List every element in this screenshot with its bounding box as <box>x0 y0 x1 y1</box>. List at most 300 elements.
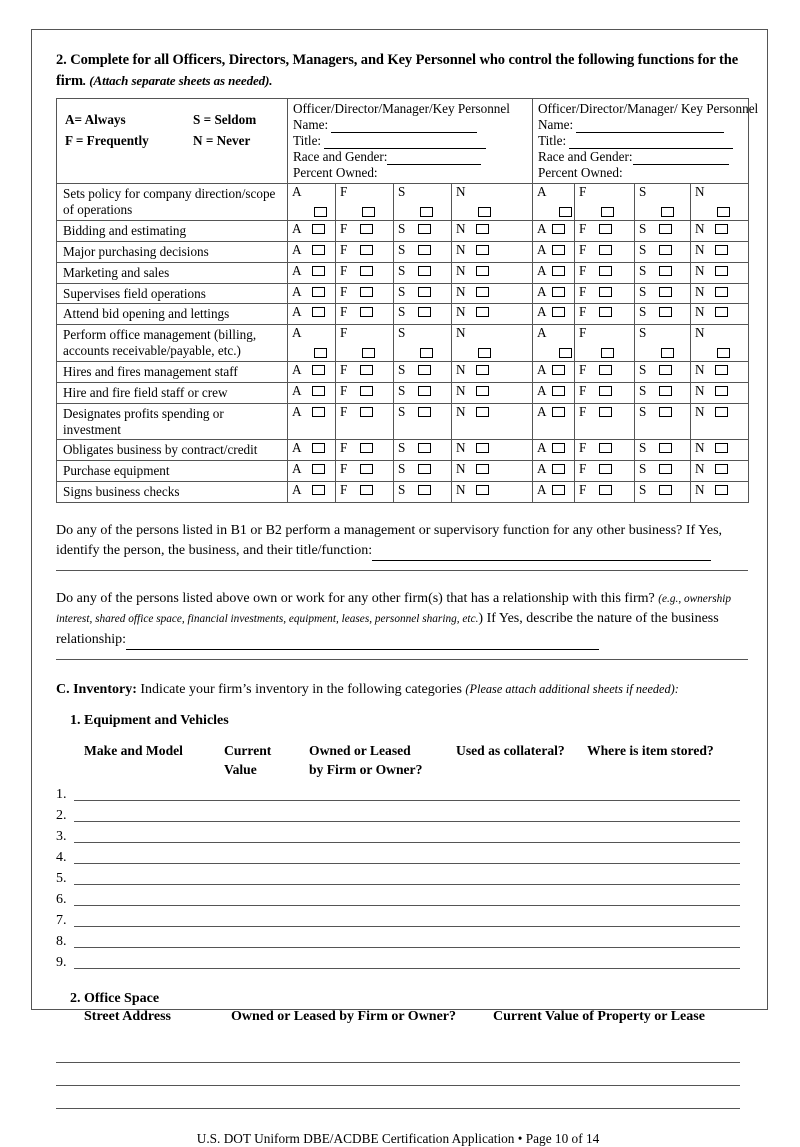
checkbox[interactable] <box>360 464 373 474</box>
option-letter: S <box>398 482 406 498</box>
option-cell-person2-F[interactable] <box>575 440 635 461</box>
option-cell-person1-A[interactable] <box>288 262 336 283</box>
option-cell-person1-N[interactable] <box>452 304 533 325</box>
checkbox[interactable] <box>312 224 325 234</box>
checkbox[interactable] <box>476 485 489 495</box>
checkbox[interactable] <box>362 348 375 358</box>
option-letter: S <box>398 184 406 200</box>
option-cell-person1-F[interactable] <box>336 325 394 362</box>
checkbox[interactable] <box>360 386 373 396</box>
option-cell-person2-N[interactable] <box>691 403 749 440</box>
question-2 <box>56 589 748 649</box>
checkbox[interactable] <box>659 485 672 495</box>
personnel-1-title-label: Title: <box>293 132 322 148</box>
option-cell-person1-S[interactable] <box>394 221 452 242</box>
inventory-heading <box>56 680 748 700</box>
option-cell-person1-N[interactable] <box>452 403 533 440</box>
list-item-line[interactable] <box>74 967 740 969</box>
option-cell-person2-F[interactable] <box>575 325 635 362</box>
option-letter: F <box>340 221 348 237</box>
office-entry-line[interactable] <box>56 1040 740 1063</box>
option-letter: A <box>292 283 302 299</box>
checkbox[interactable] <box>476 386 489 396</box>
checkbox[interactable] <box>478 207 491 217</box>
checkbox[interactable] <box>599 287 612 297</box>
option-cell-person1-S[interactable] <box>394 304 452 325</box>
checkbox[interactable] <box>420 348 433 358</box>
personnel-2-race-field[interactable] <box>633 151 729 165</box>
list-item-line[interactable] <box>74 862 740 864</box>
checkbox[interactable] <box>599 485 612 495</box>
option-cell-person2-S[interactable] <box>635 461 691 482</box>
list-item[interactable] <box>56 782 748 803</box>
checkbox[interactable] <box>418 464 431 474</box>
option-cell-person1-A[interactable] <box>288 461 336 482</box>
list-item-number: 2. <box>56 808 67 824</box>
question-2-answer-field[interactable] <box>126 637 599 650</box>
list-item-line[interactable] <box>74 799 740 801</box>
function-label: Signs business checks <box>57 482 288 503</box>
checkbox[interactable] <box>659 464 672 474</box>
checkbox[interactable] <box>360 485 373 495</box>
option-cell-person1-F[interactable] <box>336 382 394 403</box>
option-cell-person1-S[interactable] <box>394 461 452 482</box>
checkbox[interactable] <box>659 443 672 453</box>
option-letter: N <box>695 440 705 456</box>
option-letter: A <box>537 283 547 299</box>
option-cell-person2-N[interactable] <box>691 304 749 325</box>
option-cell-person1-S[interactable] <box>394 361 452 382</box>
option-cell-person2-F[interactable] <box>575 482 635 503</box>
checkbox[interactable] <box>659 365 672 375</box>
checkbox[interactable] <box>418 224 431 234</box>
option-letter: F <box>579 482 587 498</box>
list-item[interactable] <box>56 866 748 887</box>
option-cell-person2-N[interactable] <box>691 184 749 221</box>
option-letter: N <box>456 361 466 377</box>
option-cell-person1-N[interactable] <box>452 382 533 403</box>
option-cell-person1-A[interactable] <box>288 184 336 221</box>
option-cell-person1-N[interactable] <box>452 262 533 283</box>
option-letter: F <box>340 283 348 299</box>
checkbox[interactable] <box>552 245 565 255</box>
checkbox[interactable] <box>661 207 674 217</box>
option-cell-person2-F[interactable] <box>575 283 635 304</box>
option-cell-person2-S[interactable] <box>635 283 691 304</box>
option-letter: S <box>639 361 647 377</box>
list-item-line[interactable] <box>74 946 740 948</box>
checkbox[interactable] <box>599 266 612 276</box>
option-cell-person2-A[interactable] <box>533 184 575 221</box>
list-item[interactable] <box>56 845 748 866</box>
option-cell-person1-N[interactable] <box>452 241 533 262</box>
option-letter: N <box>456 262 466 278</box>
office-entry-line[interactable] <box>56 1086 740 1109</box>
section-heading <box>56 50 748 91</box>
list-item[interactable] <box>56 824 748 845</box>
option-letter: A <box>537 440 547 456</box>
checkbox[interactable] <box>476 245 489 255</box>
option-cell-person2-N[interactable] <box>691 440 749 461</box>
option-cell-person1-A[interactable] <box>288 403 336 440</box>
checkbox[interactable] <box>715 464 728 474</box>
checkbox[interactable] <box>476 266 489 276</box>
option-cell-person1-A[interactable] <box>288 325 336 362</box>
list-item-line[interactable] <box>74 883 740 885</box>
option-cell-person1-N[interactable] <box>452 221 533 242</box>
option-cell-person1-N[interactable] <box>452 461 533 482</box>
table-row <box>57 403 749 440</box>
option-cell-person1-N[interactable] <box>452 184 533 221</box>
checkbox[interactable] <box>552 386 565 396</box>
option-letter: A <box>537 304 547 320</box>
checkbox[interactable] <box>552 443 565 453</box>
checkbox[interactable] <box>360 266 373 276</box>
option-letter: A <box>292 461 302 477</box>
option-cell-person1-F[interactable] <box>336 403 394 440</box>
checkbox[interactable] <box>715 443 728 453</box>
checkbox[interactable] <box>659 407 672 417</box>
checkbox[interactable] <box>314 348 327 358</box>
checkbox[interactable] <box>659 307 672 317</box>
checkbox[interactable] <box>418 287 431 297</box>
checkbox[interactable] <box>717 348 730 358</box>
checkbox[interactable] <box>552 287 565 297</box>
option-cell-person2-S[interactable] <box>635 482 691 503</box>
question-1-answer-line-2[interactable] <box>56 569 748 571</box>
option-letter: F <box>340 403 348 419</box>
option-cell-person1-F[interactable] <box>336 184 394 221</box>
table-row <box>57 262 749 283</box>
option-letter: S <box>398 325 406 341</box>
checkbox[interactable] <box>715 266 728 276</box>
checkbox[interactable] <box>312 245 325 255</box>
table-row <box>57 482 749 503</box>
option-letter: S <box>639 440 647 456</box>
checkbox[interactable] <box>360 365 373 375</box>
checkbox[interactable] <box>661 348 674 358</box>
personnel-2-name-field[interactable] <box>576 119 724 133</box>
option-cell-person1-F[interactable] <box>336 262 394 283</box>
option-cell-person1-A[interactable] <box>288 221 336 242</box>
checkbox[interactable] <box>478 348 491 358</box>
option-cell-person1-N[interactable] <box>452 482 533 503</box>
option-letter: F <box>579 361 587 377</box>
checkbox[interactable] <box>715 307 728 317</box>
option-cell-person2-S[interactable] <box>635 304 691 325</box>
option-cell-person1-F[interactable] <box>336 221 394 242</box>
checkbox[interactable] <box>476 407 489 417</box>
checkbox[interactable] <box>312 407 325 417</box>
option-letter: F <box>579 304 587 320</box>
option-cell-person2-N[interactable] <box>691 461 749 482</box>
option-cell-person1-S[interactable] <box>394 184 452 221</box>
checkbox[interactable] <box>418 485 431 495</box>
option-cell-person1-F[interactable] <box>336 241 394 262</box>
option-letter: S <box>398 461 406 477</box>
question-1-answer-field[interactable] <box>372 548 711 561</box>
checkbox[interactable] <box>715 224 728 234</box>
option-cell-person2-F[interactable] <box>575 382 635 403</box>
checkbox[interactable] <box>312 287 325 297</box>
checkbox[interactable] <box>360 245 373 255</box>
option-cell-person2-F[interactable] <box>575 461 635 482</box>
section-heading-note: . (Attach separate sheets as needed). <box>82 72 273 88</box>
option-cell-person1-S[interactable] <box>394 440 452 461</box>
checkbox[interactable] <box>715 245 728 255</box>
option-letter: F <box>340 361 348 377</box>
checkbox[interactable] <box>312 464 325 474</box>
checkbox[interactable] <box>715 287 728 297</box>
checkbox[interactable] <box>659 245 672 255</box>
option-cell-person1-F[interactable] <box>336 461 394 482</box>
table-row <box>57 325 749 362</box>
checkbox[interactable] <box>559 207 572 217</box>
option-letter: A <box>292 304 302 320</box>
function-label: Bidding and estimating <box>57 221 288 242</box>
checkbox[interactable] <box>599 307 612 317</box>
list-item-line[interactable] <box>74 820 740 822</box>
option-letter: S <box>639 241 647 257</box>
checkbox[interactable] <box>717 207 730 217</box>
option-letter: N <box>456 241 466 257</box>
option-cell-person1-S[interactable] <box>394 262 452 283</box>
option-letter: F <box>579 241 587 257</box>
option-letter: S <box>639 325 647 341</box>
checkbox[interactable] <box>659 266 672 276</box>
list-item[interactable] <box>56 929 748 950</box>
option-cell-person2-A[interactable] <box>533 221 575 242</box>
checkbox[interactable] <box>552 266 565 276</box>
option-cell-person2-A[interactable] <box>533 361 575 382</box>
checkbox[interactable] <box>599 443 612 453</box>
checkbox[interactable] <box>420 207 433 217</box>
checkbox[interactable] <box>360 224 373 234</box>
option-cell-person2-S[interactable] <box>635 361 691 382</box>
checkbox[interactable] <box>552 307 565 317</box>
checkbox[interactable] <box>552 407 565 417</box>
option-cell-person2-N[interactable] <box>691 325 749 362</box>
option-cell-person2-N[interactable] <box>691 241 749 262</box>
list-item-line[interactable] <box>74 925 740 927</box>
checkbox[interactable] <box>360 443 373 453</box>
checkbox[interactable] <box>715 485 728 495</box>
personnel-1-race-field[interactable] <box>387 151 481 165</box>
option-cell-person1-S[interactable] <box>394 241 452 262</box>
checkbox[interactable] <box>552 365 565 375</box>
option-cell-person2-N[interactable] <box>691 262 749 283</box>
list-item[interactable] <box>56 908 748 929</box>
option-letter: N <box>456 403 466 419</box>
option-cell-person2-S[interactable] <box>635 221 691 242</box>
checkbox[interactable] <box>552 224 565 234</box>
option-cell-person2-S[interactable] <box>635 382 691 403</box>
option-cell-person2-N[interactable] <box>691 482 749 503</box>
option-cell-person2-F[interactable] <box>575 304 635 325</box>
checkbox[interactable] <box>601 348 614 358</box>
list-item-number: 1. <box>56 787 67 803</box>
list-item-number: 7. <box>56 913 67 929</box>
checkbox[interactable] <box>552 485 565 495</box>
question-2-answer-line-2[interactable] <box>56 658 748 660</box>
checkbox[interactable] <box>476 287 489 297</box>
option-cell-person1-A[interactable] <box>288 283 336 304</box>
personnel-2-title-field[interactable] <box>569 135 733 149</box>
checkbox[interactable] <box>476 224 489 234</box>
option-cell-person2-A[interactable] <box>533 262 575 283</box>
list-item-line[interactable] <box>74 841 740 843</box>
option-cell-person2-A[interactable] <box>533 283 575 304</box>
option-cell-person2-S[interactable] <box>635 325 691 362</box>
checkbox[interactable] <box>715 386 728 396</box>
option-letter: S <box>398 403 406 419</box>
checkbox[interactable] <box>418 266 431 276</box>
checkbox[interactable] <box>312 365 325 375</box>
option-cell-person2-A[interactable] <box>533 382 575 403</box>
personnel-1-title-field[interactable] <box>324 135 486 149</box>
personnel-1-title: Officer/Director/Manager/Key Personnel <box>293 101 510 117</box>
option-cell-person2-F[interactable] <box>575 241 635 262</box>
table-row <box>57 221 749 242</box>
option-letter: F <box>579 382 587 398</box>
checkbox[interactable] <box>312 266 325 276</box>
option-letter: A <box>292 382 302 398</box>
list-item[interactable] <box>56 803 748 824</box>
checkbox[interactable] <box>599 224 612 234</box>
checkbox[interactable] <box>360 307 373 317</box>
checkbox[interactable] <box>599 245 612 255</box>
checkbox[interactable] <box>312 443 325 453</box>
option-letter: N <box>456 440 466 456</box>
checkbox[interactable] <box>476 365 489 375</box>
option-cell-person2-A[interactable] <box>533 403 575 440</box>
option-cell-person2-F[interactable] <box>575 184 635 221</box>
list-item[interactable] <box>56 950 748 971</box>
option-cell-person2-F[interactable] <box>575 221 635 242</box>
checkbox[interactable] <box>418 307 431 317</box>
option-cell-person2-S[interactable] <box>635 403 691 440</box>
list-item-number: 5. <box>56 871 67 887</box>
checkbox[interactable] <box>659 224 672 234</box>
checkbox[interactable] <box>599 365 612 375</box>
option-cell-person2-A[interactable] <box>533 241 575 262</box>
checkbox[interactable] <box>552 464 565 474</box>
personnel-column-1 <box>288 99 533 184</box>
option-cell-person2-A[interactable] <box>533 482 575 503</box>
option-letter: A <box>292 325 302 341</box>
legend-never: N = Never <box>193 133 251 149</box>
option-letter: A <box>537 482 547 498</box>
option-cell-person1-S[interactable] <box>394 482 452 503</box>
option-cell-person2-A[interactable] <box>533 461 575 482</box>
office-entry-line[interactable] <box>56 1063 740 1086</box>
office-entry-list <box>56 1040 748 1109</box>
checkbox[interactable] <box>362 207 375 217</box>
option-cell-person1-F[interactable] <box>336 440 394 461</box>
checkbox[interactable] <box>715 365 728 375</box>
option-cell-person1-F[interactable] <box>336 482 394 503</box>
checkbox[interactable] <box>599 407 612 417</box>
option-cell-person2-N[interactable] <box>691 283 749 304</box>
checkbox[interactable] <box>418 386 431 396</box>
personnel-1-name-field[interactable] <box>331 119 477 133</box>
checkbox[interactable] <box>476 307 489 317</box>
option-cell-person1-A[interactable] <box>288 241 336 262</box>
equipment-entry-list <box>56 782 748 971</box>
option-cell-person1-S[interactable] <box>394 283 452 304</box>
checkbox[interactable] <box>418 365 431 375</box>
option-cell-person2-S[interactable] <box>635 440 691 461</box>
option-cell-person2-N[interactable] <box>691 382 749 403</box>
option-cell-person1-N[interactable] <box>452 361 533 382</box>
option-cell-person2-A[interactable] <box>533 304 575 325</box>
checkbox[interactable] <box>418 443 431 453</box>
option-cell-person2-S[interactable] <box>635 241 691 262</box>
option-cell-person1-S[interactable] <box>394 403 452 440</box>
option-cell-person1-A[interactable] <box>288 482 336 503</box>
option-cell-person2-S[interactable] <box>635 184 691 221</box>
option-letter: N <box>456 304 466 320</box>
checkbox[interactable] <box>314 207 327 217</box>
checkbox[interactable] <box>360 407 373 417</box>
option-cell-person1-A[interactable] <box>288 440 336 461</box>
table-row <box>57 304 749 325</box>
checkbox[interactable] <box>599 464 612 474</box>
checkbox[interactable] <box>599 386 612 396</box>
checkbox[interactable] <box>715 407 728 417</box>
option-cell-person2-F[interactable] <box>575 262 635 283</box>
checkbox[interactable] <box>360 287 373 297</box>
option-letter: S <box>639 283 647 299</box>
option-cell-person2-N[interactable] <box>691 221 749 242</box>
option-cell-person1-A[interactable] <box>288 304 336 325</box>
option-cell-person1-N[interactable] <box>452 283 533 304</box>
checkbox[interactable] <box>418 407 431 417</box>
option-cell-person2-A[interactable] <box>533 325 575 362</box>
option-cell-person2-N[interactable] <box>691 361 749 382</box>
list-item[interactable] <box>56 887 748 908</box>
option-cell-person1-S[interactable] <box>394 325 452 362</box>
inventory-text: Indicate your firm’s inventory in the following categories <box>136 681 466 697</box>
list-item-line[interactable] <box>74 904 740 906</box>
option-cell-person2-S[interactable] <box>635 262 691 283</box>
checkbox[interactable] <box>476 464 489 474</box>
checkbox[interactable] <box>659 386 672 396</box>
option-cell-person1-F[interactable] <box>336 361 394 382</box>
option-cell-person1-A[interactable] <box>288 382 336 403</box>
checkbox[interactable] <box>659 287 672 297</box>
option-cell-person1-N[interactable] <box>452 440 533 461</box>
option-cell-person1-S[interactable] <box>394 382 452 403</box>
option-letter: A <box>292 241 302 257</box>
checkbox[interactable] <box>601 207 614 217</box>
question-2-text-part2: ) If Yes, describe the nature of the business relationship: <box>56 611 719 647</box>
option-cell-person1-F[interactable] <box>336 304 394 325</box>
checkbox[interactable] <box>559 348 572 358</box>
checkbox[interactable] <box>312 386 325 396</box>
checkbox[interactable] <box>312 485 325 495</box>
checkbox[interactable] <box>418 245 431 255</box>
option-cell-person1-N[interactable] <box>452 325 533 362</box>
option-cell-person2-F[interactable] <box>575 403 635 440</box>
option-cell-person1-A[interactable] <box>288 361 336 382</box>
option-cell-person2-A[interactable] <box>533 440 575 461</box>
checkbox[interactable] <box>312 307 325 317</box>
option-cell-person1-F[interactable] <box>336 283 394 304</box>
checkbox[interactable] <box>476 443 489 453</box>
option-cell-person2-F[interactable] <box>575 361 635 382</box>
column-header-owned-leased: Owned or Leased by Firm or Owner? <box>309 743 423 777</box>
